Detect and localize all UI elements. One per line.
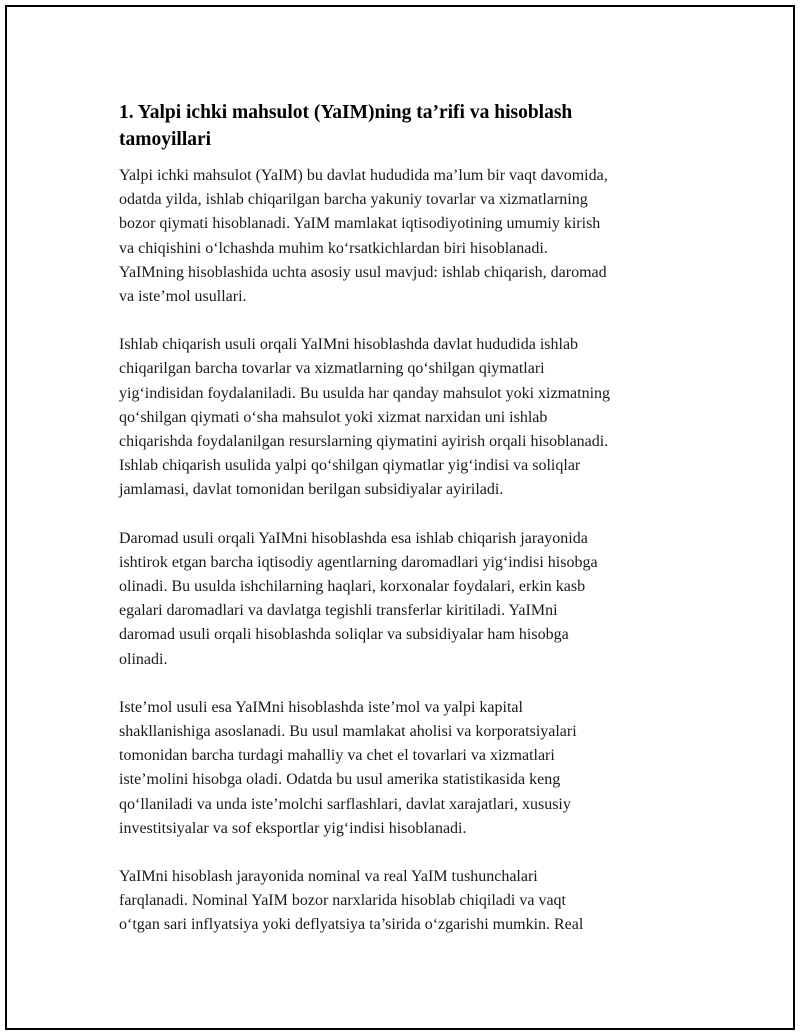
paragraph-income-method [119, 527, 699, 672]
text-line: chiqarishda foydalanilgan resurslarning qiymatini ayirish orqali hisoblanadi. [119, 433, 609, 451]
text-line: YaIMning hisoblashida uchta asosiy usul mavjud: ishlab chiqarish, daromad [119, 263, 607, 281]
paragraph-production-overview [119, 164, 699, 309]
text-line: chiqarilgan barcha tovarlar va xizmatlarning qo‘shilgan qiymatlari [119, 360, 545, 378]
text-line: va chiqishini o‘lchashda muhim ko‘rsatkichlardan biri hisoblanadi. [119, 239, 548, 257]
paragraph-nominal-real [119, 865, 699, 938]
text-line: olinadi. [119, 650, 168, 668]
text-line: qo‘llaniladi va unda iste’molchi sarflashlari, davlat xarajatlari, xususiy [119, 795, 571, 813]
page-border [5, 5, 795, 1030]
text-line: o‘tgan sari inflyatsiya yoki deflyatsiya ta’sirida o‘zgarishi mumkin. Real [119, 916, 584, 934]
text-line: tomonidan barcha turdagi mahalliy va chet el tovarlari va xizmatlari [119, 747, 555, 765]
text-line: Ishlab chiqarish usuli orqali YaIMni hisoblashda davlat hududida ishlab [119, 336, 579, 354]
paragraph-production-method [119, 333, 699, 502]
heading-line: tamoyillari [119, 129, 212, 150]
heading-line: 1. Yalpi ichki mahsulot (YaIM)ning ta’rifi va hisoblash [119, 102, 573, 123]
text-line: qo‘shilgan qiymati o‘sha mahsulot yoki xizmat narxidan uni ishlab [119, 408, 548, 426]
text-line: bozor qiymati hisoblanadi. YaIM mamlakat iqtisodiyotining umumiy kirish [119, 215, 601, 233]
text-line: daromad usuli orqali hisoblashda soliqlar va subsidiyalar ham hisobga [119, 626, 569, 644]
text-line: Iste’mol usuli esa YaIMni hisoblashda iste’mol va yalpi kapital [119, 698, 523, 716]
text-line: farqlanadi. Nominal YaIM bozor narxlarida hisoblab chiqiladi va vaqt [119, 892, 566, 910]
text-line: ishtirok etgan barcha iqtisodiy agentlarning daromadlari yig‘indisi hisobga [119, 553, 598, 571]
text-line: yig‘indisidan foydalaniladi. Bu usulda har qanday mahsulot yoki xizmatning [119, 384, 611, 402]
section-heading [119, 99, 699, 153]
paragraph-expenditure-method [119, 696, 699, 841]
text-line: olinadi. Bu usulda ishchilarning haqlari, korxonalar foydalari, erkin kasb [119, 578, 586, 596]
text-line: odatda yilda, ishlab chiqarilgan barcha yakuniy tovarlar va xizmatlarning [119, 191, 588, 209]
text-line: Yalpi ichki mahsulot (YaIM) bu davlat hududida ma’lum bir vaqt davomida, [119, 167, 608, 184]
text-line: jamlamasi, davlat tomonidan berilgan subsidiyalar ayiriladi. [119, 481, 504, 499]
text-line: investitsiyalar va sof eksportlar yig‘indisi hisoblanadi. [119, 819, 467, 837]
text-line: shakllanishiga asoslanadi. Bu usul mamlakat aholisi va korporatsiyalari [119, 723, 577, 741]
text-line: iste’molini hisobga oladi. Odatda bu usul amerika statistikasida keng [119, 771, 561, 789]
document-body [119, 99, 699, 938]
text-line: Daromad usuli orqali YaIMni hisoblashda esa ishlab chiqarish jarayonida [119, 529, 588, 547]
text-line: YaIMni hisoblash jarayonida nominal va real YaIM tushunchalari [119, 868, 538, 886]
text-line: egalari daromadlari va davlatga tegishli transferlar kiritiladi. YaIMni [119, 602, 558, 620]
text-line: va iste’mol usullari. [119, 288, 247, 306]
text-line: Ishlab chiqarish usulida yalpi qo‘shilgan qiymatlar yig‘indisi va soliqlar [119, 457, 581, 475]
